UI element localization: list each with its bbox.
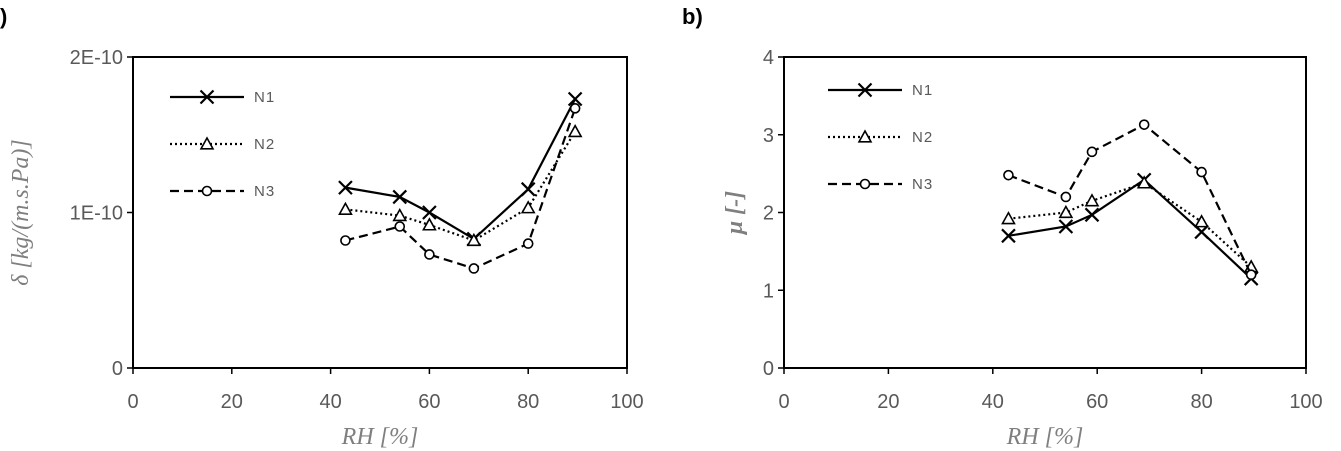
panel-a-legend-label-n1: N1 — [254, 89, 276, 106]
panel-a-series-n3-point — [524, 239, 533, 248]
panel-b-legend-label-n3: N3 — [912, 176, 934, 193]
panel-b-x-tick-label: 100 — [1289, 391, 1323, 413]
panel-a-y-tick-label: 1E-10 — [69, 202, 123, 225]
panel-a-series-n3-point — [395, 222, 404, 231]
panel-b-series-n2-point — [1002, 213, 1014, 224]
panel-b-series-n3-point — [1140, 120, 1149, 129]
panel-b-legend-label-n2: N2 — [912, 129, 934, 146]
panel-b-plot-area — [784, 57, 1306, 368]
panel-a-series-n2-line — [345, 132, 575, 241]
panel-a-series-n3-point — [469, 264, 478, 273]
panel-b-y-tick-label: 0 — [762, 358, 774, 380]
panel-a-x-tick-label: 80 — [517, 391, 540, 413]
panel-b-x-tick-label: 40 — [981, 391, 1004, 413]
panel-a-x-axis-label: RH [%] — [341, 424, 419, 450]
panel-b-series-n3-point — [1197, 168, 1206, 177]
panel-a-series-n1-point — [522, 183, 535, 196]
panel-a-x-tick-label: 20 — [220, 391, 243, 413]
panel-a-x-tick-label: 60 — [418, 391, 441, 413]
panel-b-y-tick-label: 1 — [762, 280, 774, 303]
panel-b-x-tick-label: 80 — [1190, 391, 1213, 413]
panel-a-chart — [8, 47, 644, 450]
panel-a-series-n3-point — [571, 104, 580, 113]
panel-b-series-n1-line — [1008, 180, 1251, 279]
panel-b-x-tick-label: 0 — [778, 391, 790, 413]
panel-b-series-n2-point — [1060, 207, 1072, 218]
panel-a-series-n2-point — [569, 126, 581, 137]
panel-a-legend-label-n2: N2 — [254, 136, 276, 153]
panel-b-legend-marker-n3 — [861, 180, 870, 189]
panel-b-series-n1-point — [1085, 208, 1098, 221]
panel-a-series-n2-point — [339, 203, 351, 214]
panel-b-y-tick-label: 3 — [762, 124, 774, 147]
panel-a-series-n3-point — [341, 236, 350, 245]
panel-b-y-axis-label: μ [-] — [722, 190, 748, 235]
panel-a-letter: ) — [0, 4, 8, 29]
panel-a-x-tick-label: 40 — [319, 391, 342, 413]
panel-a-x-tick-label: 100 — [610, 391, 644, 413]
panel-a-series-n3-line — [345, 108, 575, 268]
panel-b-series-n3-point — [1061, 192, 1070, 201]
panel-a-series-n3-point — [425, 250, 434, 259]
panel-b-series-n3-point — [1087, 147, 1096, 156]
panel-b-series-n3-point — [1247, 270, 1256, 279]
panel-b-letter: b) — [682, 4, 703, 29]
panel-a-series-n2-point — [522, 202, 534, 213]
panel-b-x-axis-label: RH [%] — [1006, 424, 1084, 450]
panel-b-legend-label-n1: N1 — [912, 82, 934, 99]
panel-a-series-n1-line — [345, 99, 575, 239]
panel-b-series-n3-line — [1008, 125, 1251, 275]
panel-b-x-tick-label: 20 — [877, 391, 900, 413]
panel-b-series-n3-point — [1004, 171, 1013, 180]
panel-b-y-tick-label: 2 — [762, 202, 774, 225]
panel-a-x-tick-label: 0 — [127, 391, 139, 413]
panel-b-x-tick-label: 60 — [1086, 391, 1109, 413]
panel-a-legend-label-n3: N3 — [254, 183, 276, 200]
panel-b-series-n2-point — [1196, 216, 1208, 227]
panel-a-y-tick-label: 2E-10 — [69, 47, 123, 69]
panel-a-series-n1-point — [423, 206, 436, 219]
panel-a-plot-area — [133, 57, 627, 368]
panel-a-y-axis-label: δ [kg/(m.s.Pa)] — [8, 139, 34, 286]
panel-a-y-tick-label: 0 — [111, 358, 123, 380]
panel-b-y-tick-label: 4 — [762, 47, 774, 69]
panel-b-chart — [722, 47, 1323, 450]
panel-a-legend-marker-n3 — [203, 187, 212, 196]
panel-b-series-n2-line — [1008, 183, 1251, 267]
